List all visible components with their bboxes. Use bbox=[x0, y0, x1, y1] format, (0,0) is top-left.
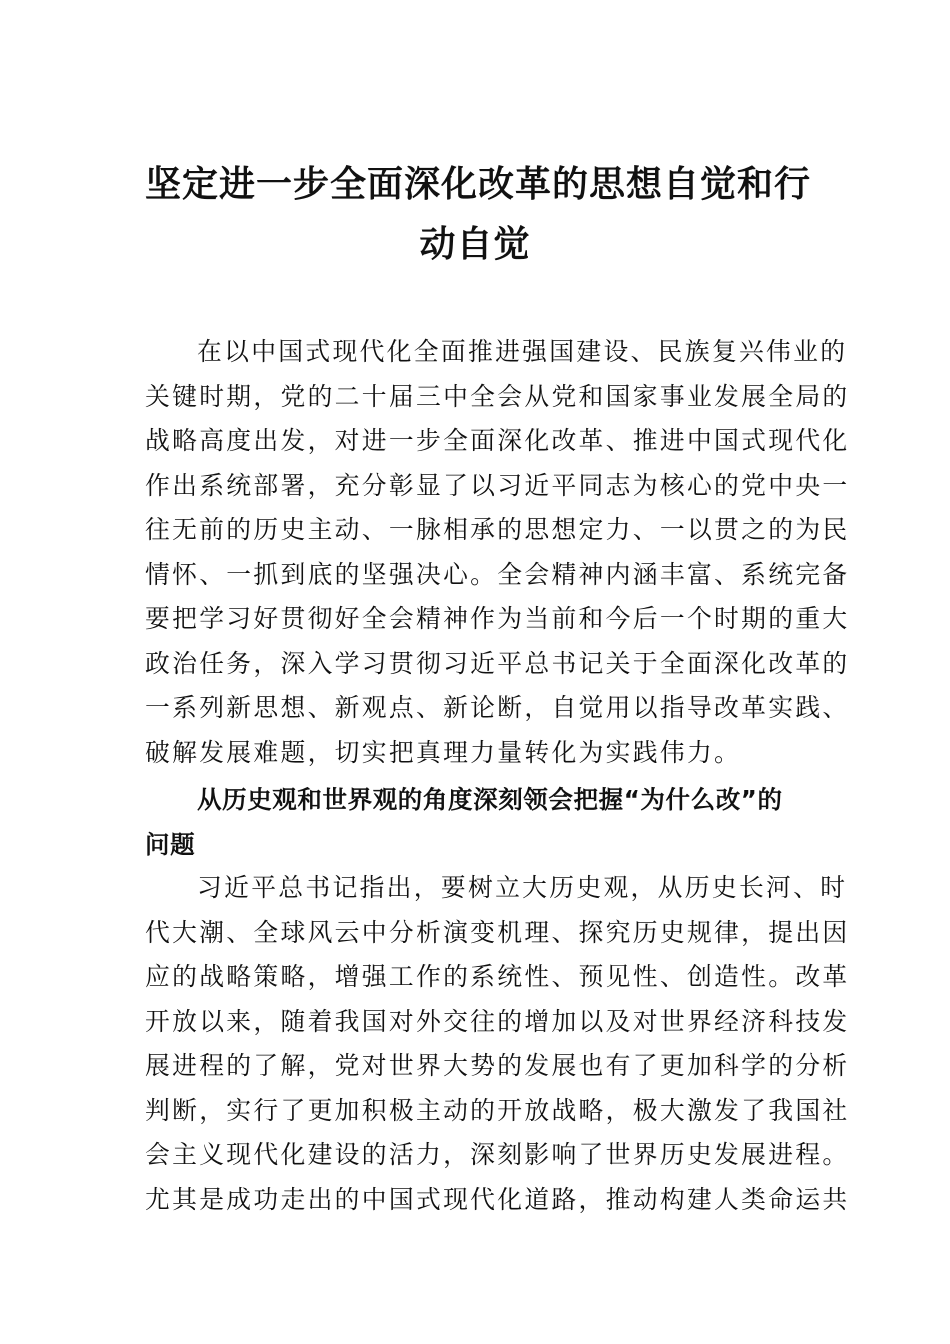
paragraph-line: 习近平总书记指出，要树立大历史观，从历史长河、时 bbox=[197, 873, 848, 902]
paragraph-line: 开放以来，随着我国对外交往的增加以及对世界经济科技发 bbox=[145, 1006, 850, 1036]
paragraph-line: 破解发展难题，切实把真理力量转化为实践伟力。 bbox=[145, 737, 742, 767]
paragraph-line: 在以中国式现代化全面推进强国建设、民族复兴伟业的 bbox=[197, 337, 848, 366]
paragraph-line: 要把学习好贯彻好全会精神作为当前和今后一个时期的重大 bbox=[145, 604, 850, 633]
paragraph-line: 展进程的了解，党对世界大势的发展也有了更加科学的分析 bbox=[145, 1051, 850, 1080]
paragraph-line: 尤其是成功走出的中国式现代化道路，推动构建人类命运共 bbox=[145, 1184, 850, 1214]
section-heading bbox=[145, 778, 807, 867]
paragraph-line: 情怀、一抓到底的坚强决心。全会精神内涵丰富、系统完备 bbox=[145, 559, 850, 589]
title-line: 坚定进一步全面深化改革的思想自觉和行 bbox=[145, 163, 812, 205]
paragraph-line: 战略高度出发，对进一步全面深化改革、推进中国式现代化 bbox=[145, 426, 850, 455]
paragraph-line: 关键时期，党的二十届三中全会从党和国家事业发展全局的 bbox=[145, 381, 850, 411]
paragraph-line: 应的战略策略，增强工作的系统性、预见性、创造性。改革 bbox=[145, 962, 850, 991]
section-paragraph bbox=[145, 866, 850, 1222]
paragraph-line: 一系列新思想、新观点、新论断，自觉用以指导改革实践、 bbox=[145, 693, 850, 722]
paragraph-line: 代大潮、全球风云中分析演变机理、探究历史规律，提出因 bbox=[145, 917, 850, 947]
heading-line: 问题 bbox=[145, 829, 196, 859]
title-line: 动自觉 bbox=[419, 223, 531, 265]
paragraph-line: 往无前的历史主动、一脉相承的思想定力、一以贯之的为民 bbox=[145, 515, 850, 544]
intro-paragraph bbox=[145, 330, 850, 775]
paragraph-line: 政治任务，深入学习贯彻习近平总书记关于全面深化改革的 bbox=[145, 648, 850, 678]
paragraph-line: 会主义现代化建设的活力，深刻影响了世界历史发展进程。 bbox=[145, 1140, 850, 1169]
document-title bbox=[145, 154, 812, 274]
paragraph-line: 作出系统部署，充分彰显了以习近平同志为核心的党中央一 bbox=[145, 470, 850, 500]
paragraph-line: 判断，实行了更加积极主动的开放战略，极大激发了我国社 bbox=[145, 1095, 850, 1125]
heading-line: 从历史观和世界观的角度深刻领会把握“为什么改”的 bbox=[197, 785, 783, 814]
